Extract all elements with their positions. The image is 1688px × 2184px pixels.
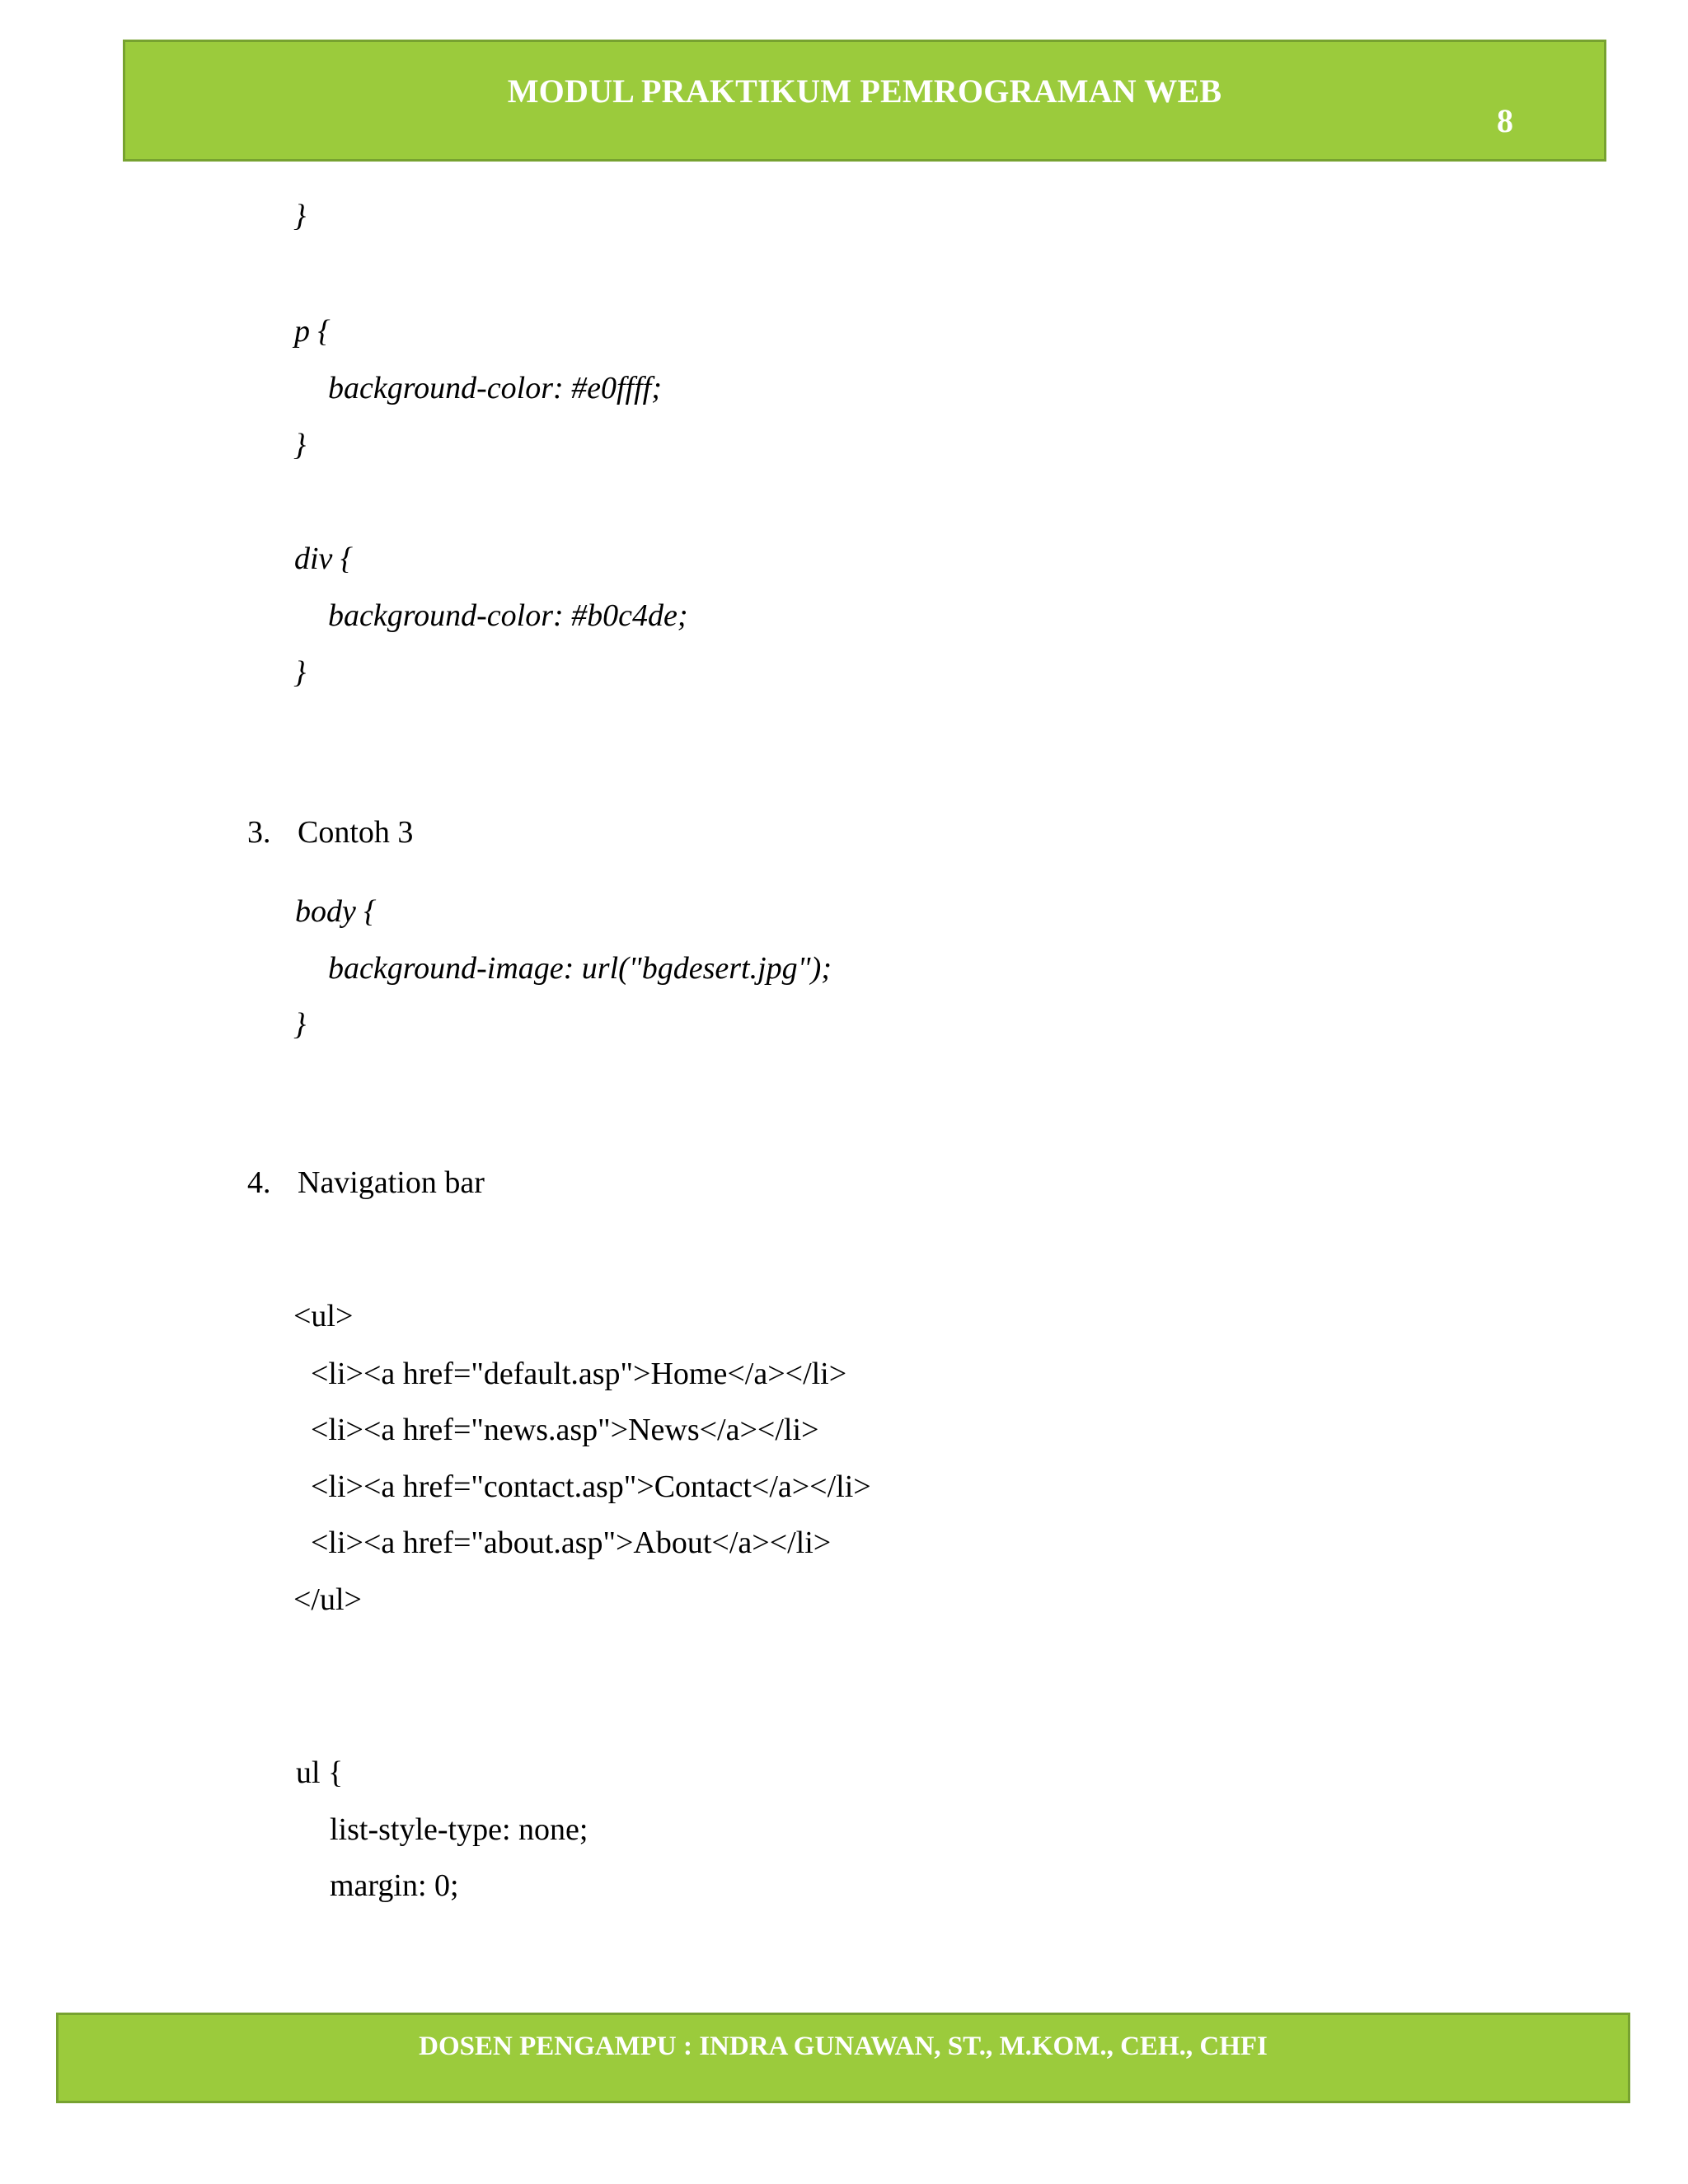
code-line: background-color: #b0c4de; xyxy=(328,598,688,633)
code-line: </ul> xyxy=(293,1582,362,1617)
code-line: background-image: url("bgdesert.jpg"); xyxy=(328,951,832,986)
code-line: <ul> xyxy=(293,1299,354,1333)
code-line: list-style-type: none; xyxy=(330,1812,588,1847)
page-footer xyxy=(56,2013,1630,2103)
code-line: <li><a href="about.asp">About</a></li> xyxy=(311,1526,832,1560)
page-header xyxy=(123,40,1606,162)
code-line: } xyxy=(293,655,307,690)
code-line: } xyxy=(293,1007,307,1042)
code-line: <li><a href="news.asp">News</a></li> xyxy=(311,1413,819,1447)
code-line: } xyxy=(293,199,307,233)
footer-text: DOSEN PENGAMPU : INDRA GUNAWAN, ST., M.KOM., CEH., CHFI xyxy=(419,2032,1268,2061)
header-title: MODUL PRAKTIKUM PEMROGRAMAN WEB xyxy=(507,73,1222,110)
list-heading: Contoh 3 xyxy=(298,815,414,850)
code-line: } xyxy=(293,428,307,462)
code-line: margin: 0; xyxy=(330,1868,459,1903)
code-line: <li><a href="contact.asp">Contact</a></li> xyxy=(311,1469,871,1504)
list-number: 4. xyxy=(247,1165,271,1200)
code-line: <li><a href="default.asp">Home</a></li> xyxy=(311,1357,847,1391)
code-line: body { xyxy=(295,894,377,929)
code-line: p { xyxy=(294,314,331,349)
list-heading: Navigation bar xyxy=(298,1165,485,1200)
list-number: 3. xyxy=(247,815,271,850)
code-line: ul { xyxy=(296,1755,344,1790)
page-number: 8 xyxy=(1497,102,1513,139)
code-line: background-color: #e0ffff; xyxy=(328,371,662,405)
code-line: div { xyxy=(294,541,354,576)
